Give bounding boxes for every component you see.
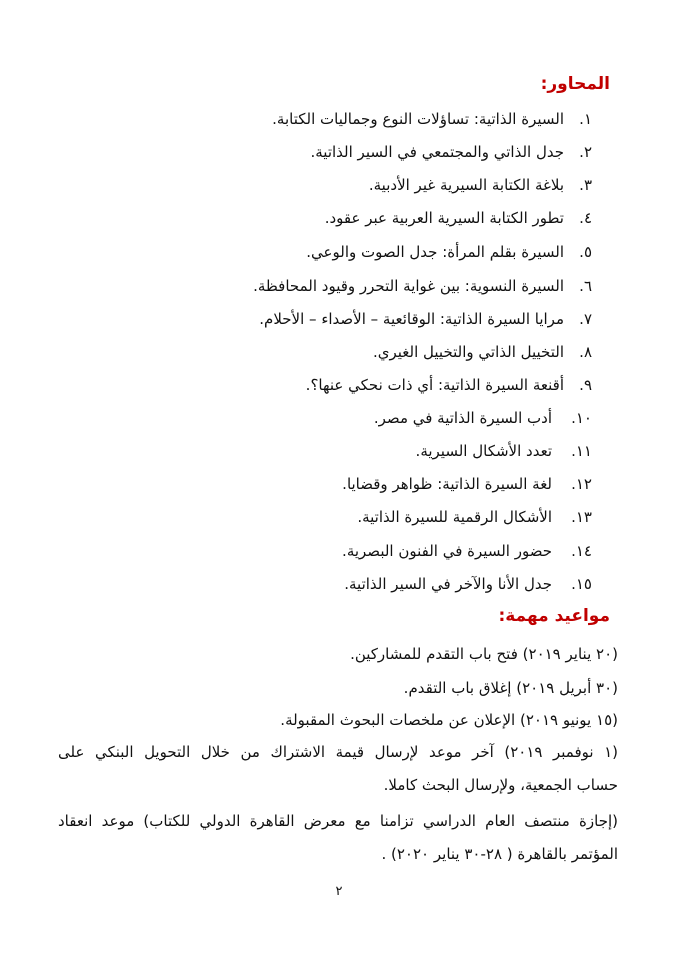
axis-text: مرايا السيرة الذاتية: الوقائعية – الأصداء – الأحلام.: [259, 310, 564, 328]
axis-number: ٧.: [579, 310, 592, 328]
axis-item-3: [369, 176, 592, 194]
axis-text: أقنعة السيرة الذاتية: أي ذات نحكي عنها؟.: [305, 376, 564, 394]
axis-text: لغة السيرة الذاتية: ظواهر وقضايا.: [342, 475, 552, 493]
axis-number: ٦.: [579, 277, 592, 295]
axis-text: بلاغة الكتابة السيرية غير الأدبية.: [368, 176, 564, 194]
axis-item-9: [306, 376, 592, 394]
axis-item-2: [311, 143, 593, 161]
axis-number: ١٣.: [571, 508, 592, 526]
conference-date-line-2: المؤتمر بالقاهرة ( ٢٨-٣٠ يناير ٢٠٢٠) .: [381, 845, 618, 863]
date-line-2: (٣٠ أبريل ٢٠١٩) إغلاق باب التقدم.: [403, 679, 618, 697]
axis-text: جدل الأنا والآخر في السير الذاتية.: [344, 575, 552, 593]
axis-item-12: [342, 475, 592, 493]
axis-number: ٩.: [579, 376, 592, 394]
axis-text: أدب السيرة الذاتية في مصر.: [373, 409, 552, 427]
date-line-3: (١٥ يونيو ٢٠١٩) الإعلان عن ملخصات البحوث المقبولة.: [280, 711, 618, 729]
conference-date-line-1: (إجازة منتصف العام الدراسي تزامنا مع معرض القاهرة الدولي للكتاب) موعد انعقاد: [58, 812, 618, 830]
axis-item-10: [374, 409, 592, 427]
axis-number: ١٠.: [571, 409, 592, 427]
axis-item-5: [306, 243, 592, 261]
axis-number: ١٤.: [571, 542, 592, 560]
axis-number: ١٥.: [571, 575, 592, 593]
axis-text: السيرة النسوية: بين غواية التحرر وقيود المحافظة.: [253, 277, 564, 295]
dates-heading: مواعيد مهمة:: [498, 606, 610, 626]
axis-item-6: [253, 277, 592, 295]
axis-item-14: [342, 542, 592, 560]
axis-text: السيرة بقلم المرأة: جدل الصوت والوعي.: [306, 243, 564, 261]
axis-item-11: [416, 442, 592, 460]
axis-item-4: [325, 209, 592, 227]
axis-text: التخييل الذاتي والتخييل الغيري.: [372, 343, 564, 361]
axis-text: تطور الكتابة السيرية العربية عبر عقود.: [324, 209, 564, 227]
axis-text: جدل الذاتي والمجتمعي في السير الذاتية.: [310, 143, 564, 161]
axis-number: ٤.: [579, 209, 592, 227]
axes-heading: المحاور:: [540, 74, 610, 94]
axis-text: السيرة الذاتية: تساؤلات النوع وجماليات الكتابة.: [272, 110, 564, 128]
payment-deadline-line-2: حساب الجمعية، ولإرسال البحث كاملا.: [383, 776, 618, 794]
axis-text: الأشكال الرقمية للسيرة الذاتية.: [357, 508, 552, 526]
axis-number: ٥.: [579, 243, 592, 261]
axis-number: ٢.: [579, 143, 592, 161]
axis-number: ١.: [579, 110, 592, 128]
date-line-1: (٢٠ يناير ٢٠١٩) فتح باب التقدم للمشاركين.: [350, 645, 618, 663]
axis-item-7: [259, 310, 592, 328]
axis-item-13: [357, 508, 592, 526]
axis-number: ١١.: [571, 442, 592, 460]
axis-number: ٨.: [579, 343, 592, 361]
axis-number: ١٢.: [571, 475, 592, 493]
axis-text: حضور السيرة في الفنون البصرية.: [342, 542, 552, 560]
axis-item-8: [373, 343, 592, 361]
axis-item-1: [272, 110, 592, 128]
page-number: ٢: [335, 884, 343, 899]
payment-deadline-line-1: (١ نوفمبر ٢٠١٩) آخر موعد لإرسال قيمة الاشتراك من خلال التحويل البنكي على: [58, 743, 618, 761]
axis-number: ٣.: [579, 176, 592, 194]
axis-text: تعدد الأشكال السيرية.: [415, 442, 552, 460]
axis-item-15: [344, 575, 592, 593]
